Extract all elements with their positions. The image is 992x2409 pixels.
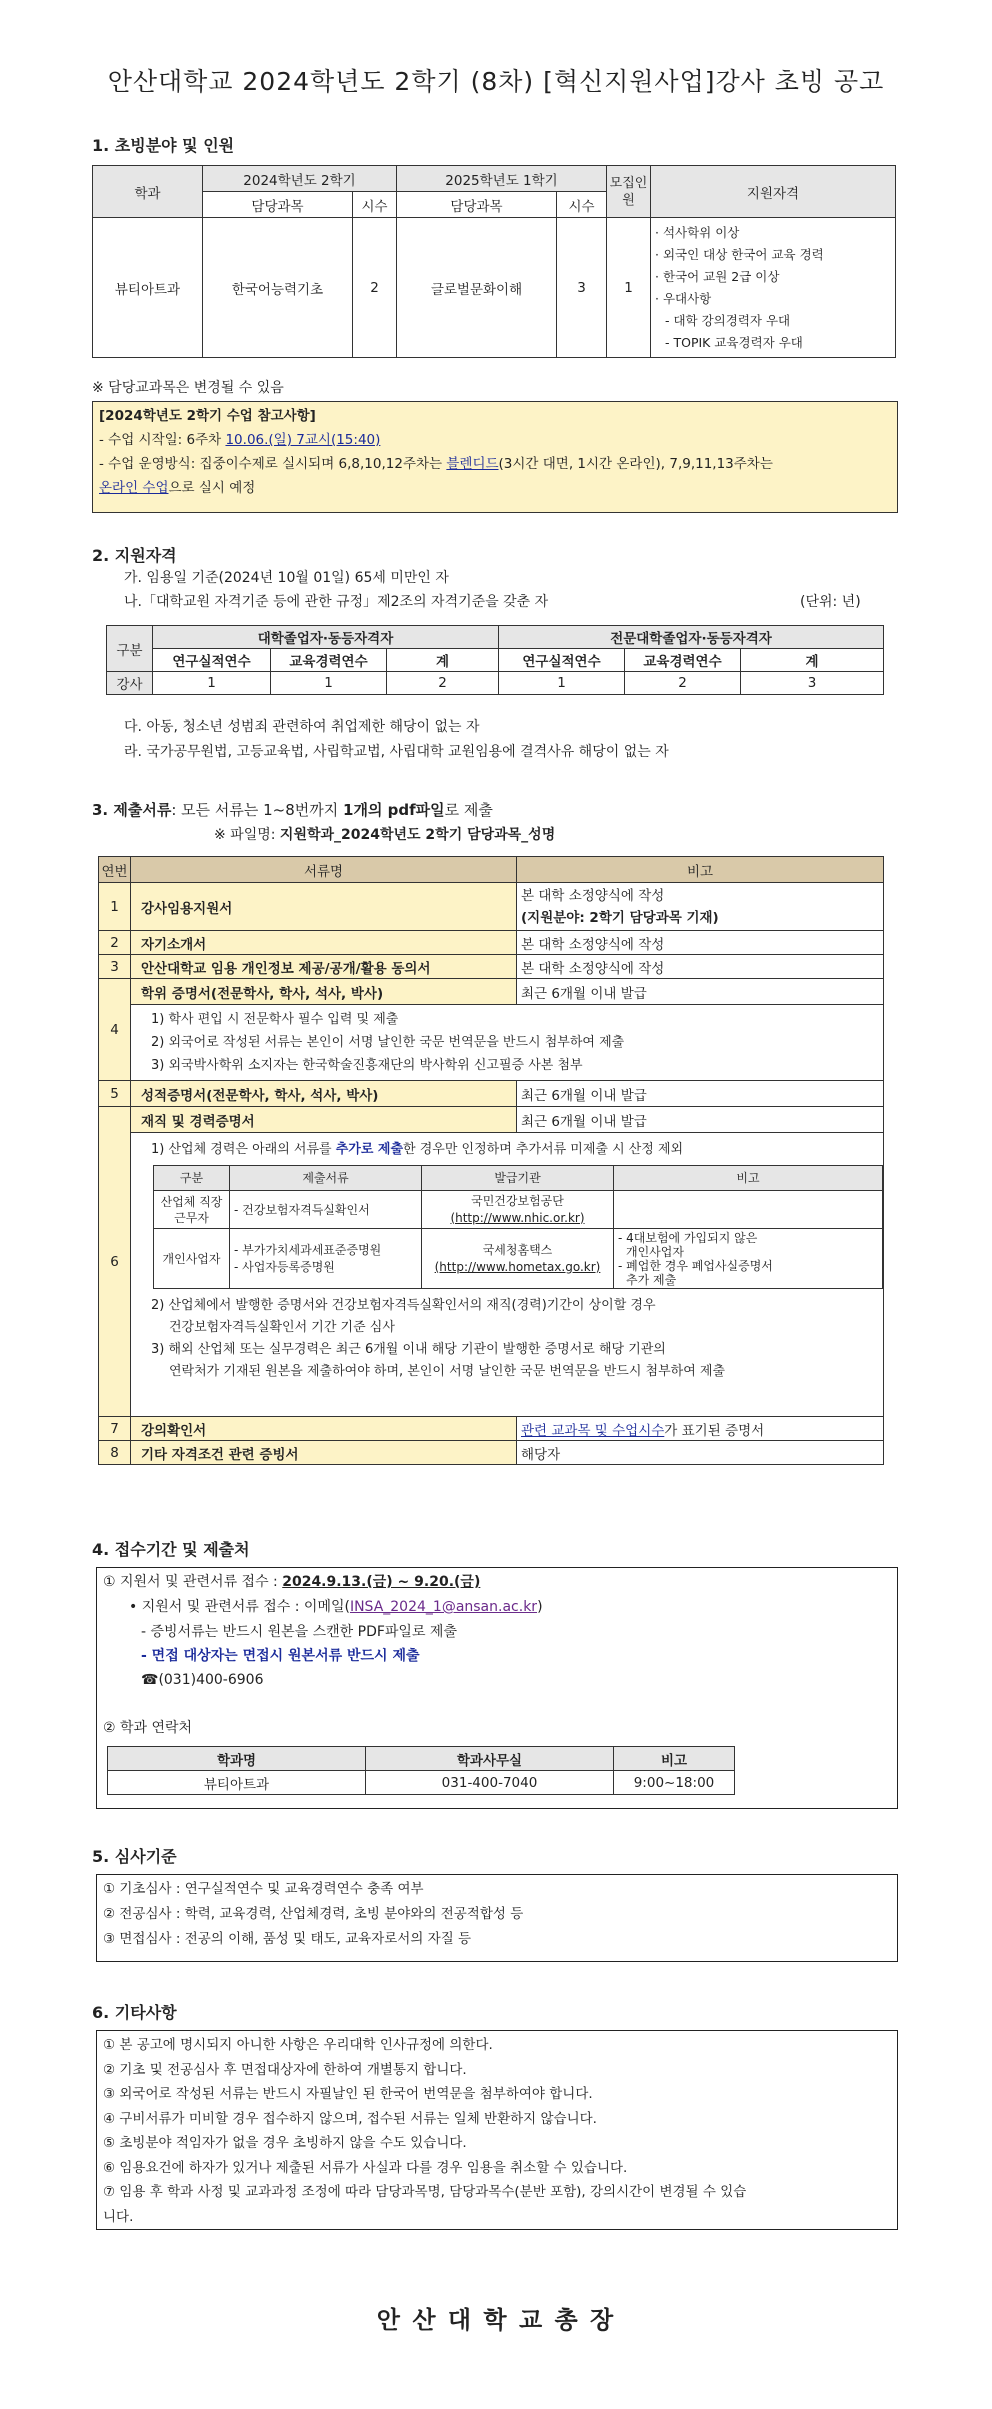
cell-hours-2024: 2 — [353, 218, 397, 358]
qualification-table — [106, 625, 884, 695]
interview-note: - 면접 대상자는 면접시 원본서류 반드시 제출 — [141, 1648, 420, 1664]
note-line: ① 본 공고에 명시되지 아니한 사항은 우리대학 인사규정에 의한다. — [103, 2037, 493, 2053]
email-label: • 지원서 및 관련서류 접수 : 이메일( — [129, 1599, 350, 1615]
detail-line: 2) 산업체에서 발행한 증명서와 건강보험자격득실확인서의 재직(경력)기간이 상이할 경우 — [151, 1298, 656, 1313]
industry-docs-table — [153, 1165, 883, 1289]
cell-value: 1 — [499, 672, 625, 695]
qual-line: · 석사학위 이상 — [655, 224, 740, 240]
notice-method-label: - 수업 운영방식: 집중이수제로 실시되며 6,8,10,12주차는 — [99, 456, 447, 472]
cell-dept: 뷰티아트과 — [108, 1771, 366, 1795]
detail-line: 연락처가 기재된 원본을 제출하여야 하며, 본인이 서명 날인한 국문 번역문을 반드시 첨부하여 제출 — [169, 1364, 726, 1379]
criteria-line: ③ 면접심사 : 전공의 이해, 품성 및 태도, 교육자로서의 자질 등 — [103, 1931, 472, 1947]
sub-note — [614, 1229, 883, 1289]
doc-detail — [131, 1005, 884, 1081]
cell-hours-2025: 3 — [557, 218, 607, 358]
header-edu: 교육경력연수 — [625, 649, 741, 672]
doc-name: 강사임용지원서 — [131, 883, 517, 931]
sub-header: 비고 — [614, 1166, 883, 1191]
header-college: 전문대학졸업자·동등자격자 — [499, 626, 884, 649]
org-name: 국민건강보험공단 — [471, 1193, 564, 1208]
header-total: 계 — [387, 649, 499, 672]
course-change-note: ※ 담당교과목은 변경될 수 있음 — [92, 380, 284, 396]
period-label: ① 지원서 및 관련서류 접수 : — [103, 1574, 283, 1590]
recruit-table — [92, 165, 896, 358]
class-notice-box — [92, 401, 898, 513]
doc-no: 1 — [99, 883, 131, 931]
qual-b: 나.「대학교원 자격기준 등에 관한 규정」제2조의 자격기준을 갖춘 자 — [124, 594, 549, 610]
qual-line: · 외국인 대상 한국어 교육 경력 — [655, 246, 824, 262]
email-tail: ) — [537, 1599, 543, 1615]
notice-title: [2024학년도 2학기 수업 참고사항] — [99, 408, 316, 424]
sub-note-line: - 폐업한 경우 폐업사실증명서 — [618, 1258, 773, 1273]
sub-note-line: 추가 제출 — [626, 1272, 677, 1287]
note-line: ③ 외국어로 작성된 서류는 반드시 자필날인 된 한국어 번역문을 첨부하여야 합니다. — [103, 2086, 593, 2102]
filename-note — [214, 824, 555, 844]
header-no: 연번 — [99, 857, 131, 883]
header-dept: 학과 — [93, 166, 203, 218]
doc-name: 자기소개서 — [131, 931, 517, 955]
doc-note-emph: 관련 교과목 및 수업시수 — [521, 1422, 665, 1439]
sub-note — [614, 1191, 883, 1229]
detail-line: 2) 외국어로 작성된 서류는 본인이 서명 날인한 국문 번역문을 반드시 첨부하여 제출 — [151, 1035, 625, 1050]
page-title: 안산대학교 2024학년도 2학기 (8차) [혁신지원사업]강사 초빙 공고 — [107, 67, 885, 96]
doc-note — [517, 1417, 884, 1441]
note-line: 니다. — [103, 2208, 134, 2225]
phone-line: ☎(031)400-6906 — [141, 1672, 264, 1688]
header-qualification: 지원자격 — [651, 166, 896, 218]
doc-name: 재직 및 경력증명서 — [131, 1107, 517, 1133]
review-criteria-box — [96, 1874, 898, 1962]
doc-note-line: (지원분야: 2학기 담당과목 기재) — [521, 909, 719, 926]
documents-table — [98, 856, 884, 1465]
doc-no: 8 — [99, 1441, 131, 1465]
cell-dept: 뷰티아트과 — [93, 218, 203, 358]
doc-name: 학위 증명서(전문학사, 학사, 석사, 박사) — [131, 979, 517, 1005]
filename-label: ※ 파일명: — [214, 827, 280, 843]
section-3-heading — [92, 799, 493, 820]
doc-no: 4 — [99, 979, 131, 1081]
doc-name: 기타 자격조건 관련 증빙서 — [131, 1441, 517, 1465]
cell-recruit: 1 — [607, 218, 651, 358]
detail-text: 한 경우만 인정하며 추가서류 미제출 시 산정 제외 — [403, 1142, 684, 1157]
notice-blended: 블렌디드 — [446, 456, 499, 472]
cell-course-2024: 한국어능력기초 — [203, 218, 353, 358]
header-hours-2025: 시수 — [557, 192, 607, 218]
detail-line: 3) 해외 산업체 또는 실무경력은 최근 6개월 이내 해당 기관이 발행한 증명서로 해당 기관의 — [151, 1342, 666, 1357]
note-line: ④ 구비서류가 미비할 경우 접수하지 않으며, 접수된 서류는 일체 반환하지 않습니다. — [103, 2110, 597, 2127]
doc-note — [517, 883, 884, 931]
section-3-desc: : 모든 서류는 1~8번까지 — [171, 801, 344, 819]
doc-no: 3 — [99, 955, 131, 979]
cell-phone: 031-400-7040 — [366, 1771, 614, 1795]
header-dept: 학과명 — [108, 1747, 366, 1771]
doc-note: 최근 6개월 이내 발급 — [517, 1081, 884, 1107]
sub-doc-line: - 부가가치세과세표준증명원 — [234, 1242, 382, 1257]
section-1-heading: 1. 초빙분야 및 인원 — [92, 136, 235, 155]
note-line: ⑥ 임용요건에 하자가 있거나 제출된 서류가 사실과 다를 경우 임용을 취소할 수 있습니다. — [103, 2159, 628, 2176]
detail-line: 3) 외국박사학위 소지자는 한국학술진흥재단의 박사학위 신고필증 사본 첨부 — [151, 1058, 583, 1073]
footer-president: 안 산 대 학 교 총 장 — [376, 2306, 616, 2334]
doc-note-line: 본 대학 소정양식에 작성 — [521, 887, 665, 904]
header-hours-2024: 시수 — [353, 192, 397, 218]
header-2024: 2024학년도 2학기 — [203, 166, 397, 192]
qual-c: 다. 아동, 청소년 성범죄 관련하여 취업제한 해당이 없는 자 — [124, 719, 480, 735]
header-total: 계 — [741, 649, 884, 672]
section-3-title: 3. 제출서류 — [92, 801, 172, 819]
doc-note: 해당자 — [517, 1441, 884, 1465]
doc-note: 본 대학 소정양식에 작성 — [517, 955, 884, 979]
header-office: 학과사무실 — [366, 1747, 614, 1771]
cell-course-2025: 글로벌문화이해 — [397, 218, 557, 358]
note-line: ⑤ 초빙분야 적임자가 없을 경우 초빙하지 않을 수도 있습니다. — [103, 2135, 467, 2151]
header-research: 연구실적연수 — [153, 649, 271, 672]
qual-line: - 대학 강의경력자 우대 — [665, 312, 791, 328]
notice-start-label: - 수업 시작일: 6주차 — [99, 432, 226, 448]
unit-label: (단위: 년) — [800, 594, 861, 610]
cell-value: 1 — [271, 672, 387, 695]
cell-value: 2 — [625, 672, 741, 695]
org-name: 국세청홈택스 — [482, 1242, 553, 1257]
header-recruit: 모집인원 — [607, 166, 651, 218]
qual-line: - TOPIK 교육경력자 우대 — [665, 334, 803, 350]
doc-name: 강의확인서 — [131, 1417, 517, 1441]
filename-format: 지원학과_2024학년도 2학기 담당과목_성명 — [279, 827, 556, 843]
doc-note: 최근 6개월 이내 발급 — [517, 1107, 884, 1133]
sub-doc-line: - 사업자등록증명원 — [234, 1259, 335, 1274]
section-4-heading: 4. 접수기간 및 제출처 — [92, 1540, 250, 1559]
doc-no: 7 — [99, 1417, 131, 1441]
doc-no: 6 — [99, 1107, 131, 1417]
sub-org — [422, 1191, 614, 1229]
header-type: 구분 — [107, 626, 153, 672]
notice-start-date: 10.06.(일) 7교시(15:40) — [225, 432, 381, 448]
sub-note-line: - 4대보험에 가입되지 않은 — [618, 1230, 758, 1245]
qual-d: 라. 국가공무원법, 고등교육법, 사립학교법, 사립대학 교원임용에 결격사유 해당이 없는 자 — [124, 744, 669, 760]
sub-header: 구분 — [154, 1166, 230, 1191]
doc-name: 성적증명서(전문학사, 학사, 석사, 박사) — [131, 1081, 517, 1107]
header-edu: 교육경력연수 — [271, 649, 387, 672]
org-url[interactable]: (http://www.hometax.go.kr) — [434, 1259, 601, 1274]
doc-no: 2 — [99, 931, 131, 955]
header-note: 비고 — [517, 857, 884, 883]
email-line — [129, 1595, 543, 1619]
row-label: 강사 — [107, 672, 153, 695]
notice-online: 온라인 수업 — [99, 480, 169, 496]
qual-line: · 한국어 교원 2급 이상 — [655, 268, 780, 284]
other-notes-box — [96, 2030, 898, 2230]
email-link[interactable]: INSA_2024_1@ansan.ac.kr — [349, 1599, 538, 1615]
detail-text: 1) 산업체 경력은 아래의 서류를 — [151, 1142, 336, 1157]
period-line — [103, 1570, 480, 1594]
header-research: 연구실적연수 — [499, 649, 625, 672]
header-2025: 2025학년도 1학기 — [397, 166, 607, 192]
pdf-note: - 증빙서류는 반드시 원본을 스캔한 PDF파일로 제출 — [141, 1624, 457, 1640]
header-course-2024: 담당과목 — [203, 192, 353, 218]
section-6-heading: 6. 기타사항 — [92, 2003, 177, 2022]
detail-line — [131, 1139, 883, 1161]
note-line: ⑦ 임용 후 학과 사정 및 교과과정 조정에 따라 담당과목명, 담당과목수(분반 포함), 강의시간이 변경될 수 있습 — [103, 2184, 747, 2200]
doc-note: 본 대학 소정양식에 작성 — [517, 931, 884, 955]
sub-header: 제출서류 — [230, 1166, 422, 1191]
note-line: ② 기초 및 전공심사 후 면접대상자에 한하여 개별통지 합니다. — [103, 2061, 467, 2078]
submission-box — [96, 1567, 898, 1809]
doc-note: 최근 6개월 이내 발급 — [517, 979, 884, 1005]
dept-contact-title: ② 학과 연락처 — [103, 1720, 193, 1736]
sub-header: 발급기관 — [422, 1166, 614, 1191]
sub-note-line: 개인사업자 — [626, 1244, 684, 1259]
dept-contact-table — [107, 1746, 735, 1795]
sub-doc: - 건강보험자격득실확인서 — [230, 1191, 422, 1229]
detail-line: 건강보험자격득실확인서 기간 기준 심사 — [169, 1320, 395, 1335]
qual-line: · 우대사항 — [655, 290, 712, 306]
section-5-heading: 5. 심사기준 — [92, 1847, 177, 1866]
header-univ: 대학졸업자·동등자격자 — [153, 626, 499, 649]
criteria-line: ② 전공심사 : 학력, 교육경력, 산업체경력, 초빙 분야와의 전공적합성 등 — [103, 1906, 524, 1922]
notice-online-tail: 으로 실시 예정 — [168, 480, 256, 496]
header-course-2025: 담당과목 — [397, 192, 557, 218]
doc-note-text: 가 표기된 증명서 — [664, 1422, 765, 1439]
cell-value: 3 — [741, 672, 884, 695]
cell-hours: 9:00~18:00 — [614, 1771, 735, 1795]
qual-a: 가. 임용일 기준(2024년 10월 01일) 65세 미만인 자 — [124, 570, 449, 586]
cell-value: 2 — [387, 672, 499, 695]
doc-no: 5 — [99, 1081, 131, 1107]
period-dates: 2024.9.13.(금) ~ 9.20.(금) — [282, 1574, 481, 1590]
cell-qualification — [651, 218, 896, 358]
sub-org — [422, 1229, 614, 1289]
section-2-heading: 2. 지원자격 — [92, 546, 177, 565]
notice-method-detail: (3시간 대면, 1시간 온라인), 7,9,11,13주차는 — [498, 456, 773, 472]
doc-detail — [131, 1133, 884, 1417]
section-3-tail: 로 제출 — [444, 801, 493, 819]
sub-doc — [230, 1229, 422, 1289]
sub-type: 개인사업자 — [154, 1229, 230, 1289]
criteria-line: ① 기초심사 : 연구실적연수 및 교육경력연수 충족 여부 — [103, 1881, 424, 1897]
section-3-pdf: 1개의 pdf파일 — [343, 801, 445, 819]
header-doc: 서류명 — [131, 857, 517, 883]
header-note: 비고 — [614, 1747, 735, 1771]
sub-type: 산업체 직장근무자 — [154, 1191, 230, 1229]
detail-emph: 추가로 제출 — [335, 1142, 404, 1157]
cell-value: 1 — [153, 672, 271, 695]
doc-name: 안산대학교 임용 개인정보 제공/공개/활용 동의서 — [131, 955, 517, 979]
detail-line: 1) 학사 편입 시 전문학사 필수 입력 및 제출 — [151, 1012, 399, 1027]
org-url[interactable]: (http://www.nhic.or.kr) — [450, 1210, 585, 1225]
